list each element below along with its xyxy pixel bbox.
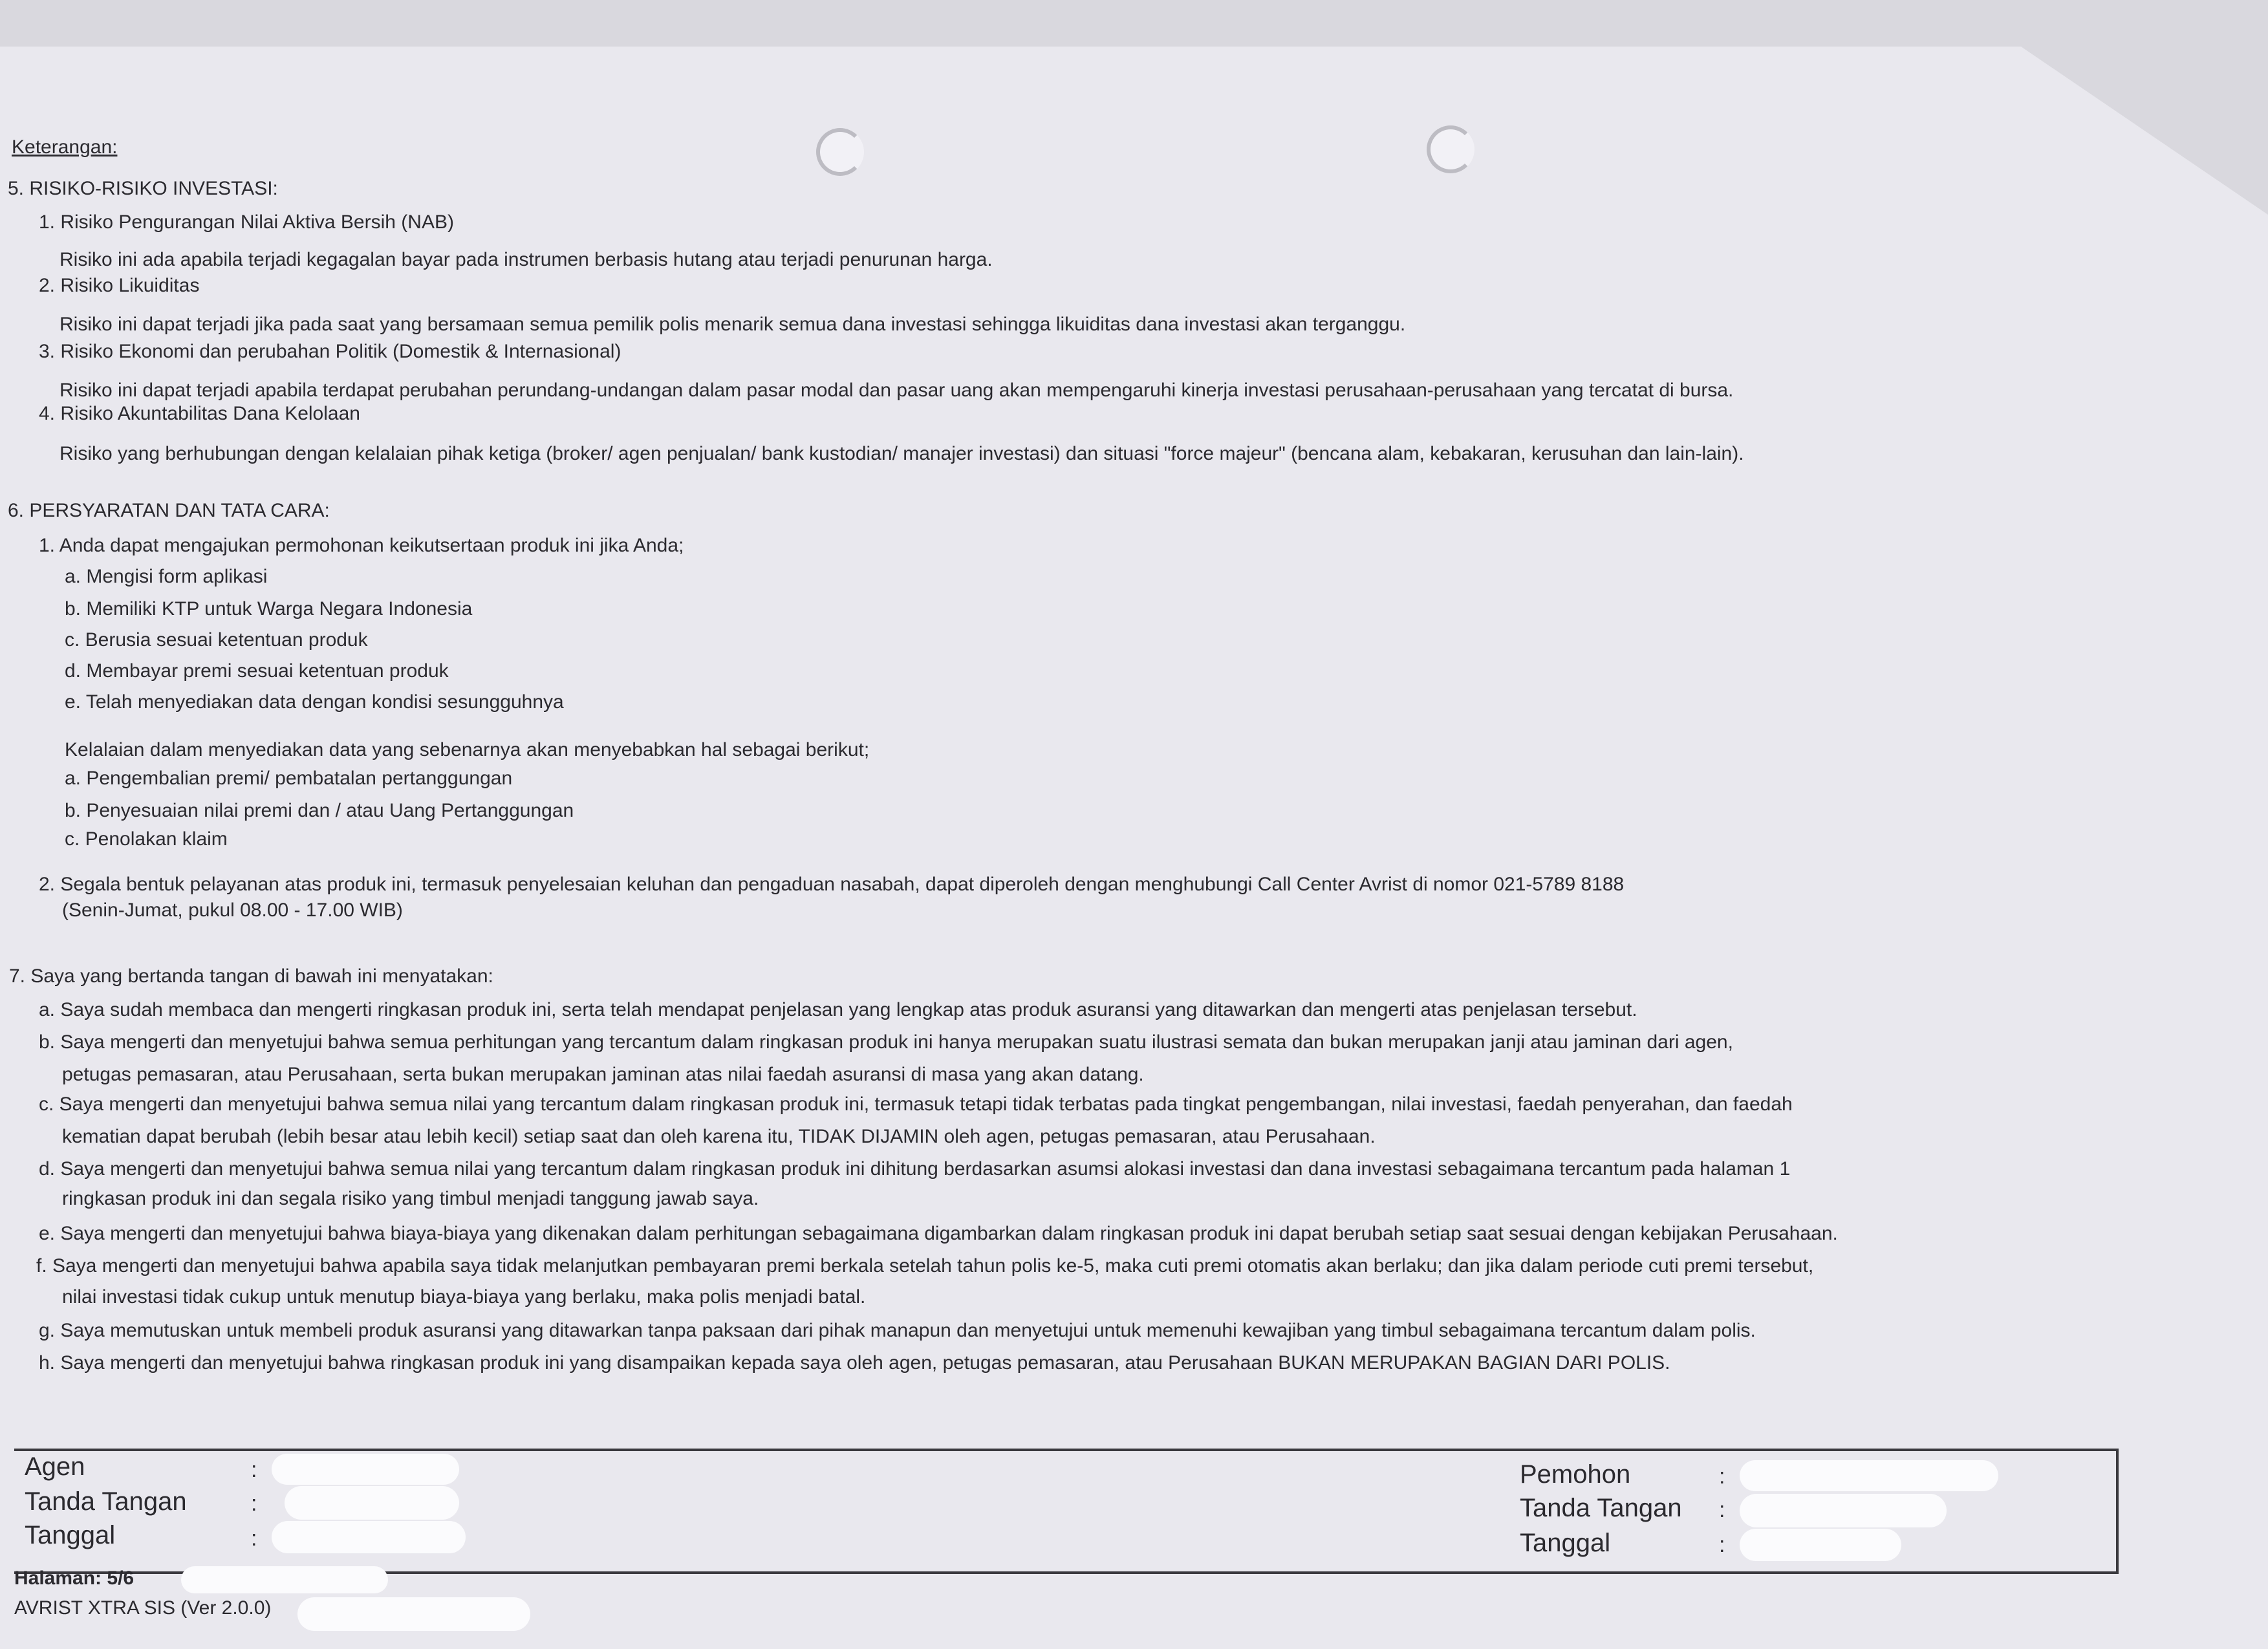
section-title: 5. RISIKO-RISIKO INVESTASI: — [8, 178, 278, 199]
requirement-item: d. Membayar premi sesuai ketentuan produk — [65, 660, 449, 682]
document-page — [0, 47, 2268, 1649]
declaration-line: e. Saya mengerti dan menyetujui bahwa biaya-biaya yang dikenakan dalam perhitungan sebagaimana digambarkan dalam ringkasan produk ini dapat berubah setiap saat sesuai dengan kebijakan Perusahaan. — [39, 1223, 1838, 1244]
applicant-label: Pemohon — [1520, 1460, 1631, 1489]
risk-desc: Risiko ini dapat terjadi jika pada saat yang bersamaan semua pemilik polis menarik semua dana investasi sehingga likuiditas dana investasi akan terganggu. — [59, 314, 1406, 335]
heading: Keterangan: — [12, 136, 118, 158]
colon: : — [251, 1526, 257, 1551]
section-title: 6. PERSYARATAN DAN TATA CARA: — [8, 500, 330, 521]
redaction — [272, 1454, 459, 1485]
risk-desc: Risiko yang berhubungan dengan kelalaian pihak ketiga (broker/ agen penjualan/ bank kustodian/ manajer investasi) dan situasi "force majeur" (bencana alam, kebakaran, kerusuhan dan lain-lain). — [59, 443, 1744, 464]
applicant-date-label: Tanggal — [1520, 1529, 1611, 1557]
requirement-item: a. Mengisi form aplikasi — [65, 566, 268, 587]
consequence-item: c. Penolakan klaim — [65, 828, 228, 850]
redaction — [1740, 1460, 1998, 1491]
redaction — [1740, 1494, 1947, 1527]
consequence-item: b. Penyesuaian nilai premi dan / atau Uang Pertanggungan — [65, 800, 574, 821]
redaction — [1740, 1529, 1901, 1561]
redaction — [272, 1521, 466, 1553]
risk-title: 4. Risiko Akuntabilitas Dana Kelolaan — [39, 403, 360, 424]
agent-signature-label: Tanda Tangan — [25, 1487, 187, 1516]
service-info: 2. Segala bentuk pelayanan atas produk ini, termasuk penyelesaian keluhan dan pengaduan nasabah, dapat diperoleh dengan menghubungi Call Center Avrist di nomor 021-5789 8188 — [39, 874, 1625, 895]
requirement-item: c. Berusia sesuai ketentuan produk — [65, 629, 368, 651]
declaration-line: g. Saya memutuskan untuk membeli produk asuransi yang ditawarkan tanpa paksaan dari pihak manapun dan menyetujui untuk memenuhi kewajiban yang timbul sebagaimana tercantum dalam polis. — [39, 1320, 1756, 1341]
page-number: Halaman: 5/6 — [14, 1568, 135, 1589]
version-label: AVRIST XTRA SIS (Ver 2.0.0) — [14, 1597, 272, 1619]
declaration-line: d. Saya mengerti dan menyetujui bahwa semua nilai yang tercantum dalam ringkasan produk ini dihitung berdasarkan asumsi alokasi investasi dan dana investasi sebagaimana tercantum pada halaman 1 — [39, 1158, 1791, 1180]
risk-desc: Risiko ini dapat terjadi apabila terdapat perubahan perundang-undangan dalam pasar modal dan pasar uang akan mempengaruhi kinerja investasi perusahaan-perusahaan yang tercatat di bursa. — [59, 380, 1734, 401]
risk-title: 2. Risiko Likuiditas — [39, 275, 200, 296]
agent-date-label: Tanggal — [25, 1521, 116, 1549]
requirement-item: b. Memiliki KTP untuk Warga Negara Indonesia — [65, 598, 473, 620]
risk-title: 3. Risiko Ekonomi dan perubahan Politik (Domestik & Internasional) — [39, 341, 621, 362]
declaration-line: nilai investasi tidak cukup untuk menutup biaya-biaya yang berlaku, maka polis menjadi batal. — [62, 1286, 866, 1308]
declaration-line: c. Saya mengerti dan menyetujui bahwa semua nilai yang tercantum dalam ringkasan produk ini, termasuk tetapi tidak terbatas pada tingkat pengembangan, nilai investasi, faedah penyerahan, dan faedah — [39, 1094, 1793, 1115]
declaration-line: f. Saya mengerti dan menyetujui bahwa apabila saya tidak melanjutkan pembayaran premi berkala setelah tahun polis ke-5, maka cuti premi otomatis akan berlaku; dan jika dalam periode cuti premi tersebut, — [36, 1255, 1814, 1277]
service-hours: (Senin-Jumat, pukul 08.00 - 17.00 WIB) — [62, 900, 403, 921]
risk-desc: Risiko ini ada apabila terjadi kegagalan bayar pada instrumen berbasis hutang atau terjadi penurunan harga. — [59, 249, 993, 270]
declaration-line: b. Saya mengerti dan menyetujui bahwa semua perhitungan yang tercantum dalam ringkasan produk ini hanya merupakan suatu ilustrasi semata dan bukan merupakan janji atau jaminan dari agen, — [39, 1031, 1733, 1053]
colon: : — [1719, 1498, 1725, 1522]
declaration-line: h. Saya mengerti dan menyetujui bahwa ringkasan produk ini yang disampaikan kepada saya oleh agen, petugas pemasaran, atau Perusahaan BUKAN MERUPAKAN BAGIAN DARI POLIS. — [39, 1352, 1670, 1374]
punch-hole-right — [1427, 125, 1474, 173]
applicant-signature-label: Tanda Tangan — [1520, 1494, 1682, 1522]
declaration-line: ringkasan produk ini dan segala risiko yang timbul menjadi tanggung jawab saya. — [62, 1188, 759, 1209]
agent-label: Agen — [25, 1452, 85, 1481]
declaration-line: petugas pemasaran, atau Perusahaan, serta bukan merupakan jaminan atas nilai faedah asuransi di masa yang akan datang. — [62, 1064, 1144, 1085]
redaction — [181, 1566, 388, 1593]
risk-title: 1. Risiko Pengurangan Nilai Aktiva Bersih (NAB) — [39, 211, 454, 233]
consequence-item: a. Pengembalian premi/ pembatalan pertanggungan — [65, 768, 513, 789]
requirement-intro: 1. Anda dapat mengajukan permohonan keikutsertaan produk ini jika Anda; — [39, 535, 684, 556]
punch-hole-left — [816, 128, 864, 176]
declaration-line: a. Saya sudah membaca dan mengerti ringkasan produk ini, serta telah mendapat penjelasan yang lengkap atas produk asuransi yang ditawarkan dan mengerti atas penjelasan tersebut. — [39, 999, 1637, 1020]
colon: : — [1719, 1464, 1725, 1489]
requirement-item: e. Telah menyediakan data dengan kondisi sesungguhnya — [65, 691, 564, 713]
section-title: 7. Saya yang bertanda tangan di bawah ini menyatakan: — [9, 965, 493, 987]
redaction — [285, 1486, 459, 1520]
negligence-intro: Kelalaian dalam menyediakan data yang sebenarnya akan menyebabkan hal sebagai berikut; — [65, 739, 870, 760]
redaction — [297, 1597, 530, 1631]
declaration-line: kematian dapat berubah (lebih besar atau lebih kecil) setiap saat dan oleh karena itu, TIDAK DIJAMIN oleh agen, petugas pemasaran, atau Perusahaan. — [62, 1126, 1376, 1147]
colon: : — [1719, 1533, 1725, 1557]
colon: : — [251, 1458, 257, 1482]
colon: : — [251, 1491, 257, 1516]
